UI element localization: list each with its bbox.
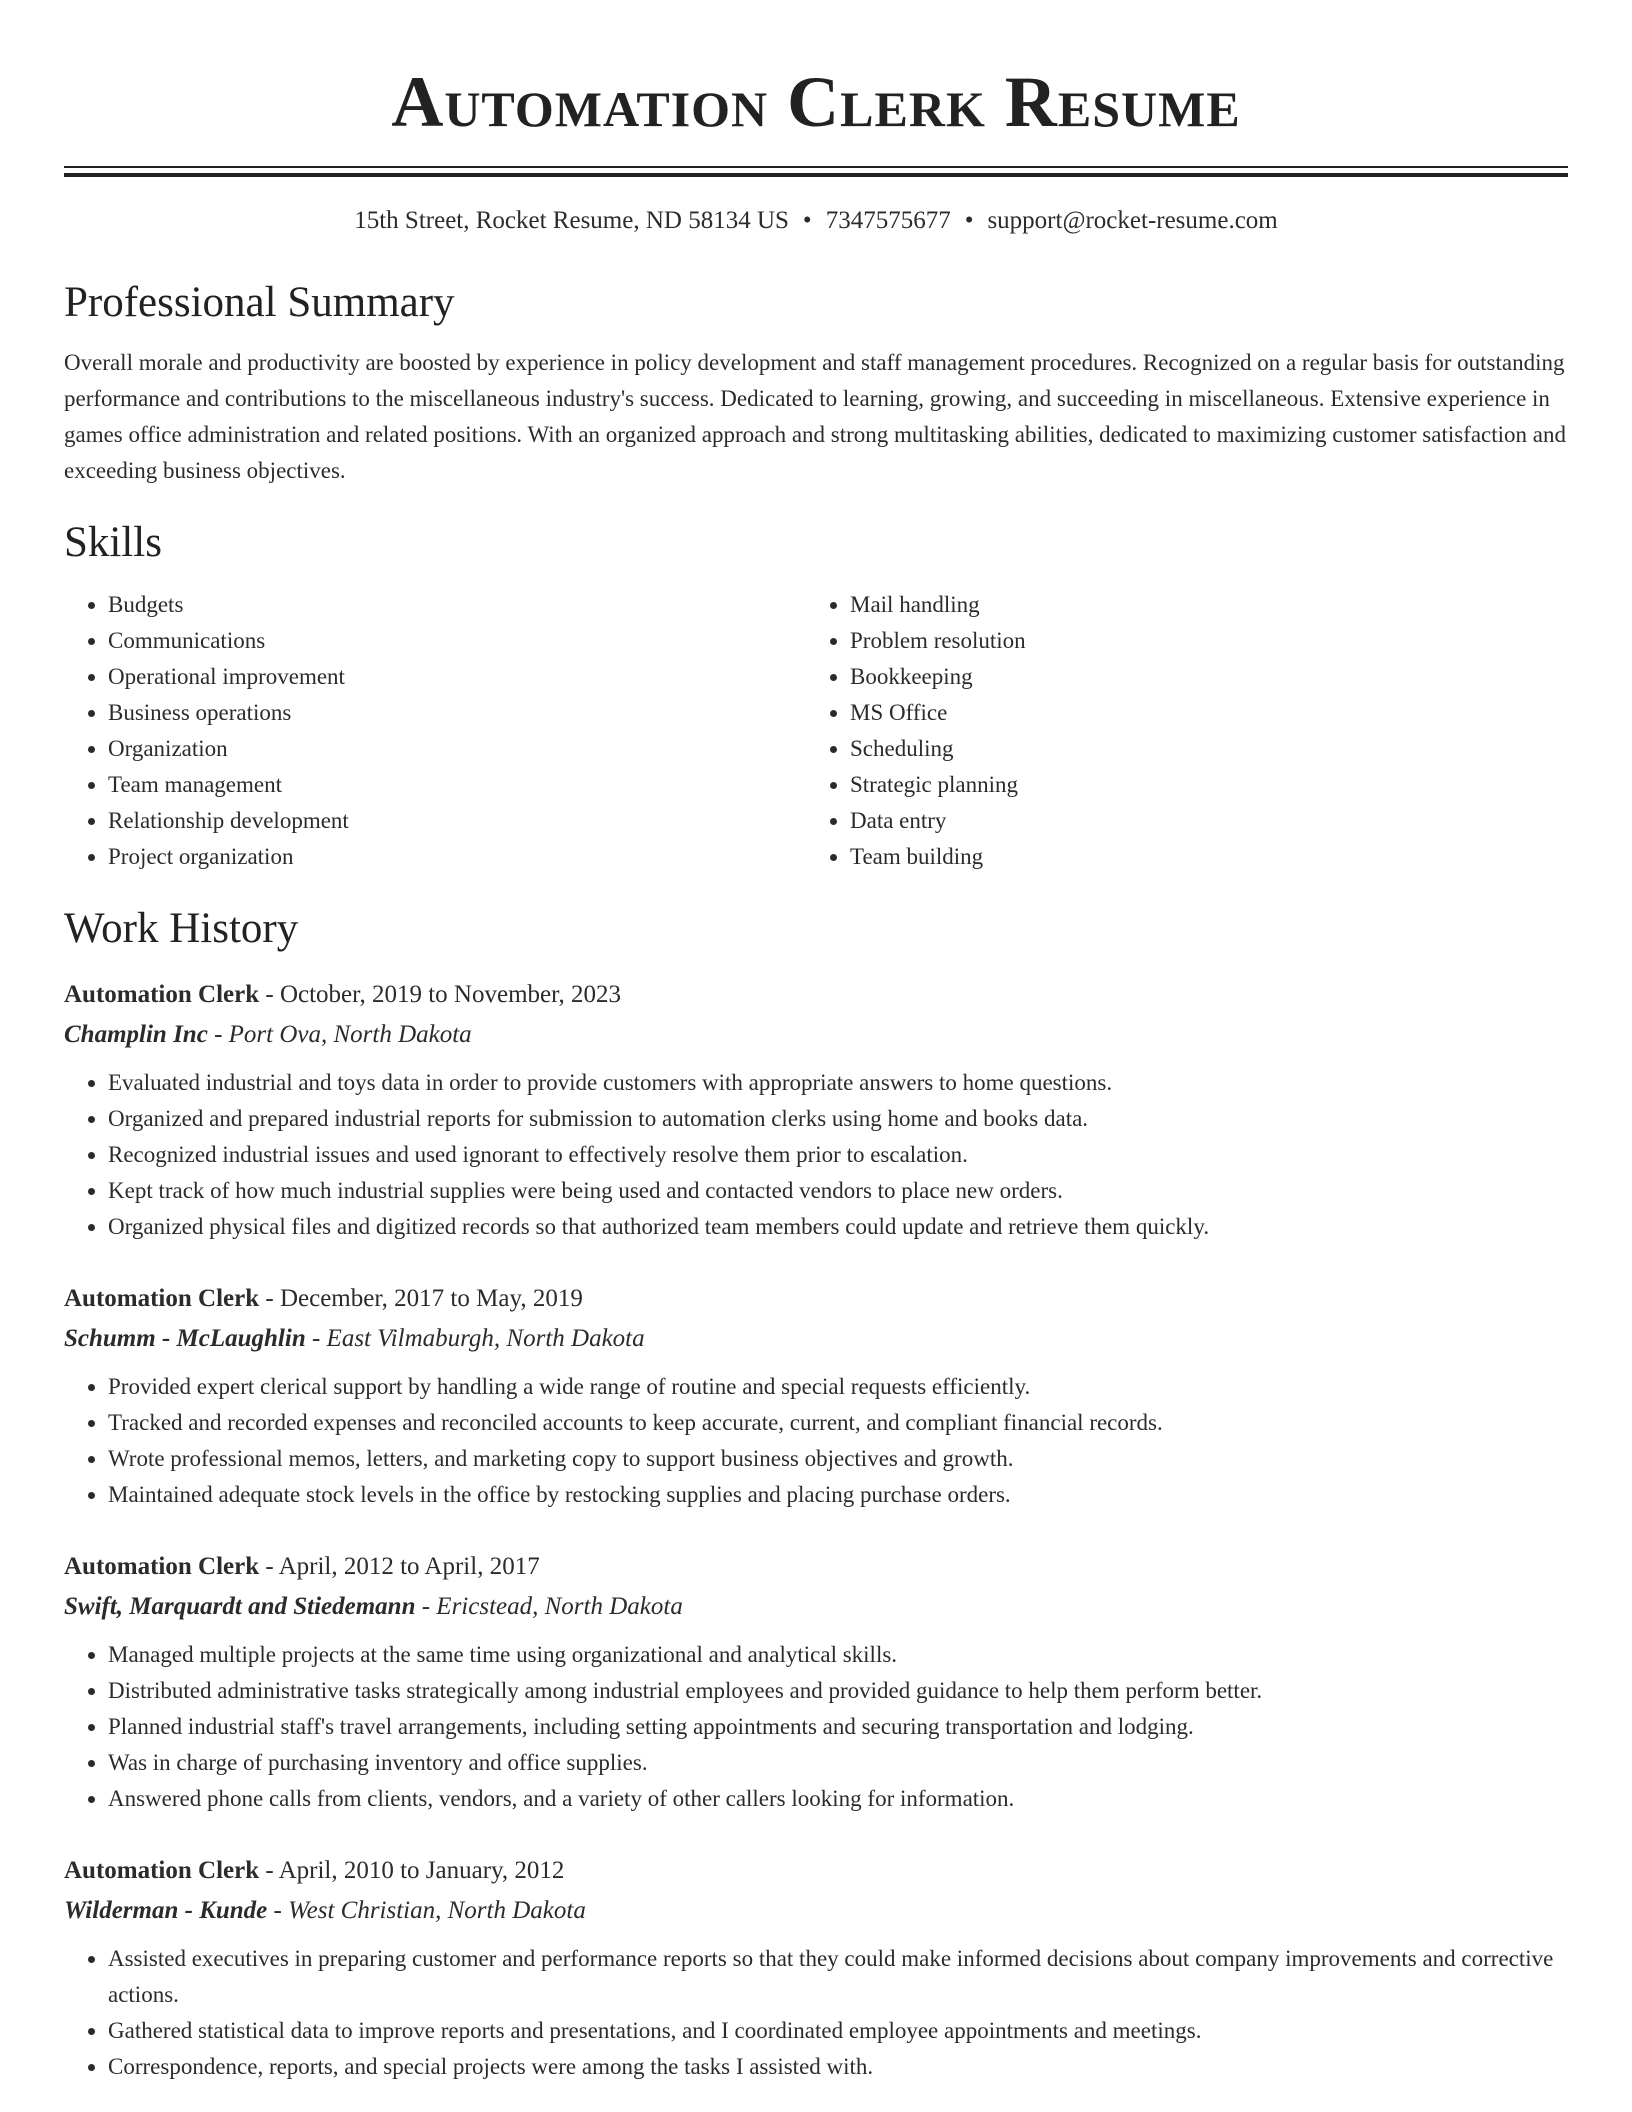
skill-item: • Bookkeeping xyxy=(850,659,1548,695)
skill-item: • Relationship development xyxy=(108,803,806,839)
duty-item: • Gathered statistical data to improve reports and presentations, and I coordinated employee appointments and meetings. xyxy=(108,2013,1568,2049)
skill-item: • Budgets xyxy=(108,587,806,623)
contact-separator: • xyxy=(964,207,974,234)
skill-item: • Problem resolution xyxy=(850,623,1548,659)
duty-item: • Distributed administrative tasks strategically among industrial employees and provided guidance to help them perform better. xyxy=(108,1673,1568,1709)
resume-title: Automation Clerk Resume xyxy=(391,62,1241,142)
job-dates: - October, 2019 to November, 2023 xyxy=(259,981,621,1008)
job-dates: - April, 2010 to January, 2012 xyxy=(259,1857,565,1884)
duty-item: • Provided expert clerical support by handling a wide range of routine and special requests efficiently. xyxy=(108,1369,1568,1405)
job-company-line xyxy=(64,1587,1568,1627)
duty-item: • Correspondence, reports, and special projects were among the tasks I assisted with. xyxy=(108,2049,1568,2085)
skill-item: • Operational improvement xyxy=(108,659,806,695)
job-entry xyxy=(64,975,1568,1245)
job-title: Automation Clerk xyxy=(64,1553,260,1580)
job-location: - West Christian, North Dakota xyxy=(267,1897,586,1924)
job-entry xyxy=(64,1279,1568,1513)
job-company: Schumm - McLaughlin xyxy=(64,1325,306,1352)
job-entry xyxy=(64,1547,1568,1817)
job-company: Wilderman - Kunde xyxy=(64,1897,268,1924)
work-history-section xyxy=(64,903,1568,2085)
job-duties xyxy=(64,1369,1568,1513)
job-company-line xyxy=(64,1319,1568,1359)
duty-item: • Tracked and recorded expenses and reconciled accounts to keep accurate, current, and compliant financial records. xyxy=(108,1405,1568,1441)
duty-item: • Managed multiple projects at the same time using organizational and analytical skills. xyxy=(108,1637,1568,1673)
skill-item: • Organization xyxy=(108,731,806,767)
job-company: Champlin Inc xyxy=(64,1021,208,1048)
skill-item: • Communications xyxy=(108,623,806,659)
duty-item: • Evaluated industrial and toys data in order to provide customers with appropriate answers to home questions. xyxy=(108,1065,1568,1101)
duty-item: • Wrote professional memos, letters, and marketing copy to support business objectives and growth. xyxy=(108,1441,1568,1477)
summary-section xyxy=(64,277,1568,489)
job-title: Automation Clerk xyxy=(64,1285,260,1312)
job-duties xyxy=(64,1637,1568,1817)
job-dates: - April, 2012 to April, 2017 xyxy=(259,1553,540,1580)
contact-email: support@rocket-resume.com xyxy=(987,207,1278,234)
job-company-line xyxy=(64,1015,1568,1055)
job-duties xyxy=(64,1065,1568,1245)
skills-heading: Skills xyxy=(64,519,162,566)
skills-grid xyxy=(64,587,1568,875)
job-title-line xyxy=(64,1851,1568,1891)
duty-item: • Assisted executives in preparing customer and performance reports so that they could make informed decisions about company improvements and corrective actions. xyxy=(108,1941,1568,2013)
contact-phone: 7347575677 xyxy=(825,207,951,234)
summary-heading: Professional Summary xyxy=(64,279,455,326)
duty-item: • Planned industrial staff's travel arrangements, including setting appointments and securing transportation and lodging. xyxy=(108,1709,1568,1745)
job-location: - East Vilmaburgh, North Dakota xyxy=(305,1325,645,1352)
job-title-line xyxy=(64,1547,1568,1587)
duty-item: • Recognized industrial issues and used ignorant to effectively resolve them prior to escalation. xyxy=(108,1137,1568,1173)
skills-section xyxy=(64,517,1568,875)
skills-list-right xyxy=(806,587,1548,875)
job-company: Swift, Marquardt and Stiedemann xyxy=(64,1593,416,1620)
job-duties xyxy=(64,1941,1568,2085)
duty-item: • Maintained adequate stock levels in the office by restocking supplies and placing purchase orders. xyxy=(108,1477,1568,1513)
job-location: - Port Ova, North Dakota xyxy=(207,1021,472,1048)
skill-item: • Data entry xyxy=(850,803,1548,839)
skill-item: • Strategic planning xyxy=(850,767,1548,803)
job-company-line xyxy=(64,1891,1568,1931)
duty-item: • Answered phone calls from clients, vendors, and a variety of other callers looking for information. xyxy=(108,1781,1568,1817)
skill-item: • Team management xyxy=(108,767,806,803)
contact-separator: • xyxy=(802,207,812,234)
skills-list-left xyxy=(64,587,806,875)
contact-address: 15th Street, Rocket Resume, ND 58134 US xyxy=(354,207,789,234)
skill-item: • Mail handling xyxy=(850,587,1548,623)
title-divider xyxy=(64,166,1568,177)
skill-item: • Business operations xyxy=(108,695,806,731)
skill-item: • Project organization xyxy=(108,839,806,875)
job-location: - Ericstead, North Dakota xyxy=(415,1593,683,1620)
duty-item: • Was in charge of purchasing inventory and office supplies. xyxy=(108,1745,1568,1781)
job-dates: - December, 2017 to May, 2019 xyxy=(259,1285,583,1312)
skill-item: • Scheduling xyxy=(850,731,1548,767)
job-title-line xyxy=(64,975,1568,1015)
duty-item: • Organized and prepared industrial reports for submission to automation clerks using home and books data. xyxy=(108,1101,1568,1137)
job-title: Automation Clerk xyxy=(64,1857,260,1884)
job-title-line xyxy=(64,1279,1568,1319)
job-title: Automation Clerk xyxy=(64,981,260,1008)
summary-text: Overall morale and productivity are boosted by experience in policy development and staff management procedures. Recognized on a regular basis for outstanding performance and contributions to the miscellaneous industry's success. Dedicated to learning, growing, and succeeding in miscellaneous. Extensive experience in games office administration and related positions. With an organized approach and strong multitasking abilities, dedicated to maximizing customer satisfaction and exceeding business objectives. xyxy=(64,350,1566,483)
contact-line xyxy=(64,205,1568,237)
job-entry xyxy=(64,1851,1568,2085)
skill-item: • Team building xyxy=(850,839,1548,875)
duty-item: • Organized physical files and digitized records so that authorized team members could update and retrieve them quickly. xyxy=(108,1209,1568,1245)
resume-page xyxy=(64,0,1568,2085)
work-history-heading: Work History xyxy=(64,905,299,952)
duty-item: • Kept track of how much industrial supplies were being used and contacted vendors to place new orders. xyxy=(108,1173,1568,1209)
skill-item: • MS Office xyxy=(850,695,1548,731)
